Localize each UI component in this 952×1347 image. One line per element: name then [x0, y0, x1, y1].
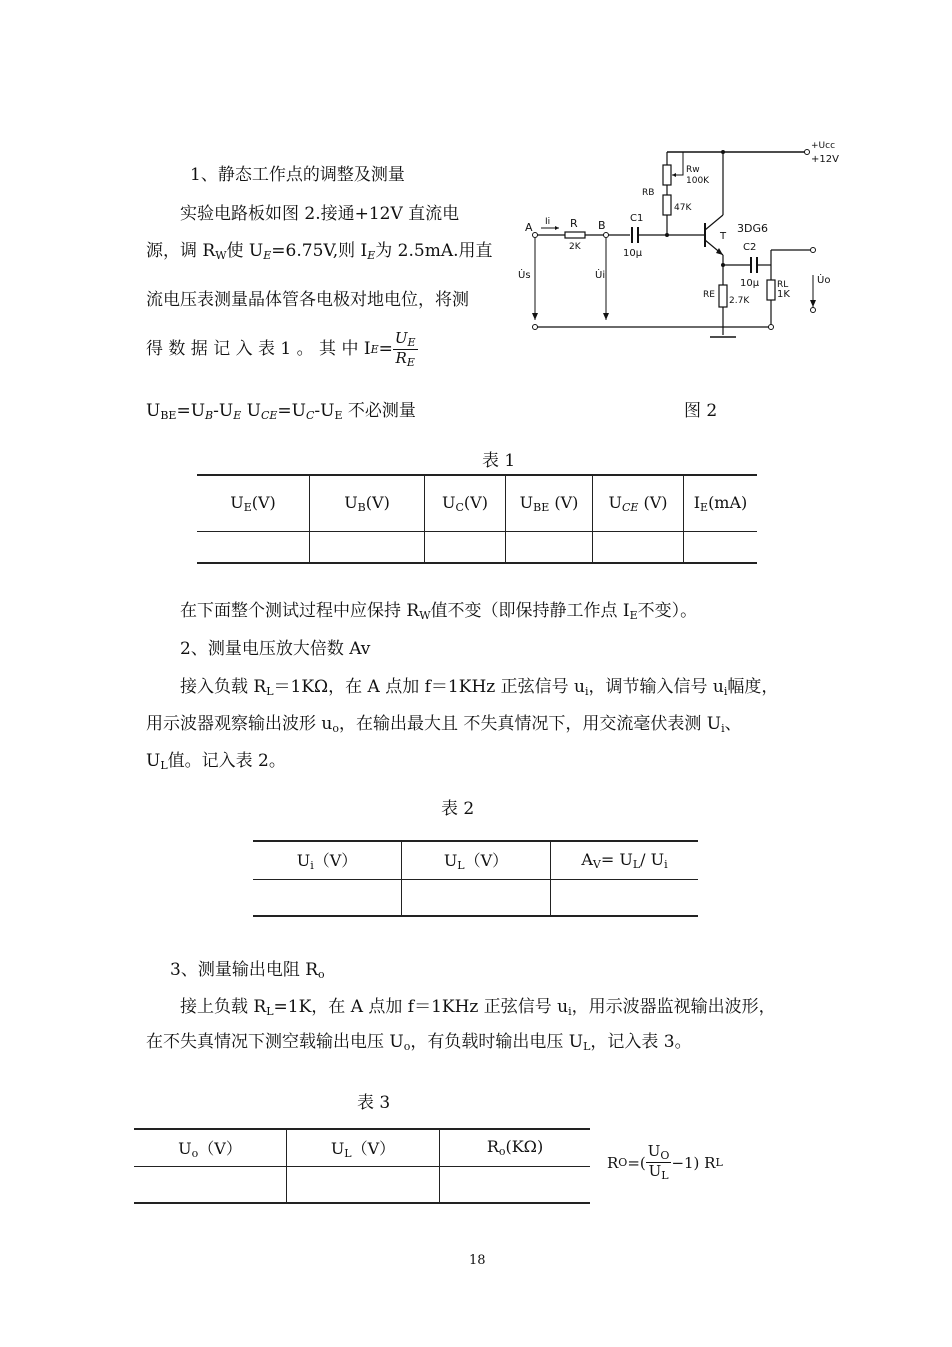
table3-header-ul: $U_L(V)$	[287, 1129, 440, 1166]
table2-cell[interactable]	[402, 879, 551, 916]
ro-formula: R O =( $\frac{U_O}{U_L}$ −1) R L	[607, 1142, 723, 1183]
table1-cell[interactable]	[425, 531, 506, 563]
section3-line2: 在不失真情况下测空载输出电压 $U_o$，有负载时输出电压 $U_L$，记入表 3。	[146, 1032, 692, 1053]
rb-value: 47K	[674, 203, 692, 213]
table1-caption: 表 1	[482, 451, 516, 471]
table3-header-uo: $U_o(V)$	[178, 1138, 242, 1160]
terminal-b	[604, 233, 609, 238]
section2-heading: 2、测量电压放大倍数 Av	[180, 639, 371, 659]
table2-header-av: $A_V= U_L/$ $U_i$	[551, 841, 699, 879]
rb-resistor	[663, 195, 671, 215]
figure-caption: 图 2	[684, 401, 718, 421]
section2-line1: 接入负载 $R_L=1K\Omega$，在 A 点加 f＝1KHz 正弦信号 $u_i$，调节输入信号 $u_i$幅度，	[180, 677, 779, 698]
table3	[134, 1128, 590, 1204]
table1-cell[interactable]	[593, 531, 684, 563]
table3-cell[interactable]	[134, 1166, 287, 1203]
output-terminal-bottom	[811, 308, 816, 313]
section1-line2: 源，调 $R_W$使 $U_E=6.75V$,则 $I_E$为 2.5mA.用直	[146, 241, 493, 262]
table3-header-row	[134, 1129, 590, 1166]
re-label: RE	[703, 290, 715, 300]
table1-cell[interactable]	[197, 531, 310, 563]
table1-cell[interactable]	[506, 531, 593, 563]
ucc-label: +Ucc	[811, 141, 836, 151]
terminal-a	[533, 233, 538, 238]
r-value: 2K	[569, 242, 581, 252]
output-terminal-top	[811, 248, 816, 253]
rw-label: Rw	[686, 165, 700, 175]
table3-caption: 表 3	[357, 1093, 391, 1113]
section3-heading: 3、测量输出电阻 $R_o$	[170, 960, 325, 981]
uo-label: U̇o	[817, 275, 831, 286]
table1-data-row	[197, 531, 757, 563]
transistor-model: 3DG6	[737, 222, 768, 235]
table1-cell[interactable]	[684, 531, 758, 563]
rw-value: 100K	[686, 176, 710, 186]
rl-value: 1K	[777, 289, 790, 300]
section2-line2: 用示波器观察输出波形 $u_o$，在输出最大且 不失真情况下，用交流毫伏表测 $U_i$、	[146, 714, 742, 735]
section1-line4: 得 数 据 记 入 表 1 。 其 中 I E = $\frac{U_E}{R_E}$	[146, 329, 416, 370]
us-label: U̇s	[518, 270, 531, 281]
table1	[197, 474, 757, 564]
rl-label: RL	[777, 280, 789, 290]
vcc-terminal	[805, 150, 810, 155]
ie-fraction: $\frac{U_E}{R_E}$	[394, 329, 416, 370]
c2-label: C2	[743, 242, 757, 253]
table2-data-row	[253, 879, 698, 916]
rb-label: RB	[642, 188, 655, 198]
v12-label: +12V	[811, 154, 839, 165]
table1-cell[interactable]	[310, 531, 425, 563]
table2	[253, 840, 698, 917]
section3-line1: 接上负载 $R_L=1K$，在 A 点加 f＝1KHz 正弦信号 $u_i$，用示波器监视输出波形，	[180, 997, 776, 1018]
table2-cell[interactable]	[253, 879, 402, 916]
re-value: 2.7K	[729, 296, 750, 306]
c1-label: C1	[630, 213, 644, 224]
table3-data-row	[134, 1166, 590, 1203]
rl-resistor	[767, 280, 775, 300]
point-a-label: A	[525, 221, 533, 234]
table1-header-row	[197, 475, 757, 531]
table1-header-ie: $I_E(mA)$	[684, 475, 758, 531]
table3-cell[interactable]	[287, 1166, 440, 1203]
ro-fraction: $\frac{U_O}{U_L}$	[647, 1142, 670, 1183]
r-resistor	[565, 232, 585, 238]
section2-line3: $U_L$值。记入表 2。	[146, 751, 286, 772]
keep-rw-note: 在下面整个测试过程中应保持 $R_W$值不变（即保持静工作点 $I_E$不变）。	[180, 601, 698, 622]
c1-value: 10μ	[623, 248, 643, 259]
table1-header-ub: $U_B(V)$	[310, 475, 425, 531]
table1-header-ube: $U_{BE}$ (V)	[506, 475, 593, 531]
table3-cell[interactable]	[440, 1166, 591, 1203]
transistor-label: T	[720, 231, 727, 242]
rw-resistor	[663, 165, 671, 185]
section1-line1: 实验电路板如图 2.接通+12V 直流电	[180, 204, 460, 224]
table2-caption: 表 2	[441, 799, 475, 819]
point-b-label: B	[598, 219, 606, 232]
re-resistor	[719, 285, 727, 307]
page-number: 18	[469, 1253, 486, 1268]
ui-label: U̇i	[595, 270, 606, 281]
table2-header-ul: $U_L(V)$	[402, 841, 551, 879]
table2-header-row	[253, 841, 698, 879]
r-label: R	[570, 217, 578, 230]
table3-header-ro: $R_o(K\Omega)$	[440, 1129, 591, 1166]
table1-header-uc: $U_C(V)$	[425, 475, 506, 531]
table2-header-ui: $U_i(V)$	[296, 851, 358, 873]
table1-header-uce: $U_{CE}$ (V)	[593, 475, 684, 531]
table2-cell[interactable]	[551, 879, 699, 916]
section1-line5: $U_{BE}=U_B-U_E$ $U_{CE}=U_C-U_E$ 不必测量	[146, 401, 416, 422]
ii-label: Ii	[545, 217, 551, 227]
amplifier-circuit-diagram	[515, 135, 850, 345]
section1-heading: 1、静态工作点的调整及测量	[190, 165, 405, 185]
table1-header-ue: $U_E(V)$	[230, 492, 276, 514]
c2-value: 10μ	[740, 278, 760, 289]
section1-line3: 流电压表测量晶体管各电极对地电位，将测	[146, 290, 469, 310]
